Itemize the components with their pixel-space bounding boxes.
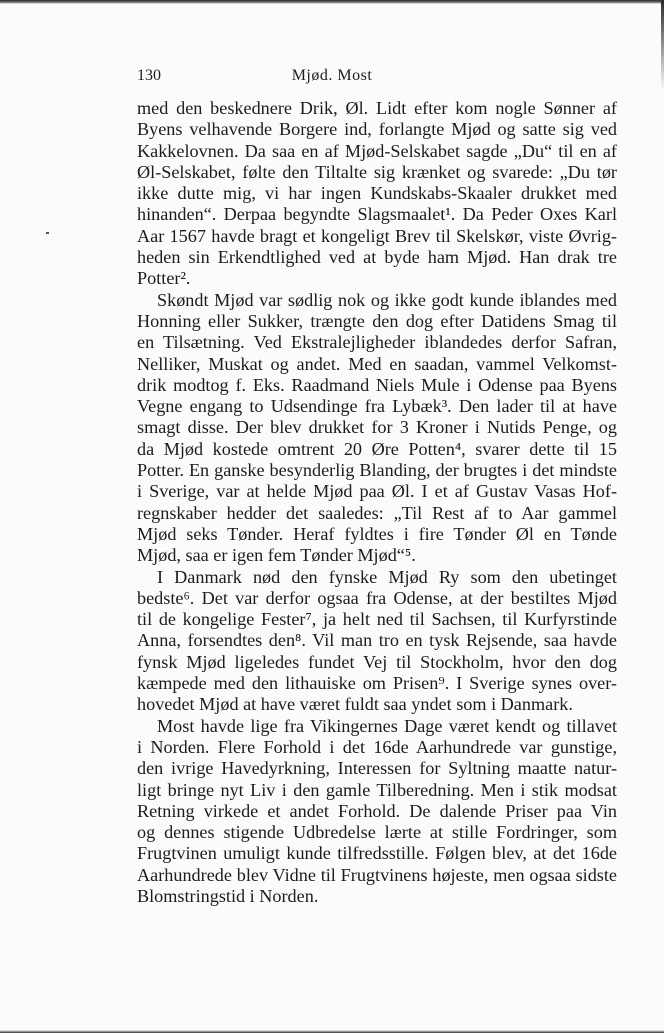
text-line: Potter².: [137, 268, 191, 289]
text-line: og dennes stigende Udbredelse lærte at stille Fordringer, som: [137, 822, 617, 843]
text-line: Aarhundrede blev Vidne til Frugtvinens højeste, men ogsaa sidste: [137, 864, 617, 885]
text-line: smagt disse. Der blev drukket for 3 Kroner i Nutids Penge, og: [137, 417, 617, 438]
text-line: Vegne engang to Udsendinge fra Lybæk³. Den lader til at have: [137, 396, 617, 417]
text-line: Frugtvinen umuligt kunde tilfredsstille. Følgen blev, at det 16de: [137, 843, 617, 864]
margin-speck: [46, 232, 49, 234]
paragraph: [137, 290, 617, 567]
text-line: med den beskednere Drik, Øl. Lidt efter kom nogle Sønner af: [137, 98, 617, 118]
text-line: Honning eller Sukker, trængte den dog efter Datidens Smag til: [137, 310, 617, 331]
text-line: Most havde lige fra Vikingernes Dage været kendt og tillavet: [157, 715, 617, 736]
text-line: Byens velhavende Borgere ind, forlangte Mjød og satte sig ved: [137, 119, 617, 140]
text-line: Mjød seks Tønder. Heraf fyldtes i fire Tønder Øl en Tønde: [137, 523, 617, 544]
text-line: hovedet Mjød at have været fuldt saa yndet som i Danmark.: [137, 694, 573, 715]
text-line: Nelliker, Muskat og andet. Med en saadan, vammel Velkomst-: [137, 353, 617, 374]
text-line: Mjød, saa er igen fem Tønder Mjød“⁵.: [137, 545, 416, 566]
text-line: den ivrige Havedyrkning, Interessen for Syltning maatte natur-: [137, 758, 617, 779]
text-line: bedste⁶. Det var derfor ogsaa fra Odense, at der bestiltes Mjød: [137, 587, 617, 608]
body-text: [137, 98, 617, 907]
text-line: hinanden“. Derpaa begyndte Slagsmaalet¹. Da Peder Oxes Karl: [137, 204, 617, 225]
paragraph: [137, 98, 617, 290]
text-line: Kakkelovnen. Da saa en af Mjød-Selskabet sagde „Du“ til en af: [137, 140, 617, 161]
text-line: i Norden. Flere Forhold i det 16de Aarhundrede var gunstige,: [137, 736, 617, 757]
text-line: heden sin Erkendtlighed ved at byde ham Mjød. Han drak tre: [137, 247, 617, 268]
paragraph: [137, 567, 617, 716]
text-line: drik modtog f. Eks. Raadmand Niels Mule i Odense paa Byens: [137, 374, 617, 395]
running-title: Mjød. Most: [291, 67, 373, 84]
text-line: Skøndt Mjød var sødlig nok og ikke godt kunde iblandes med: [157, 289, 617, 310]
text-line: en Tilsætning. Ved Ekstralejligheder iblandedes derfor Safran,: [137, 332, 617, 353]
text-line: ligt bringe nyt Liv i den gamle Tilberedning. Men i stik modsat: [137, 779, 617, 800]
text-line: i Sverige, var at helde Mjød paa Øl. I et af Gustav Vasas Hof-: [137, 481, 617, 502]
text-line: fynsk Mjød ligeledes fundet Vej til Stockholm, hvor den dog: [137, 651, 617, 672]
page-top-shadow: [0, 0, 664, 4]
text-line: Anna, forsendtes den⁸. Vil man tro en tysk Rejsende, saa havde: [137, 630, 617, 651]
page-number: 130: [137, 67, 161, 84]
text-line: Aar 1567 havde bragt et kongeligt Brev til Skelskør, viste Øvrig-: [137, 225, 617, 246]
text-line: da Mjød kostede omtrent 20 Øre Potten⁴, svarer dette til 15: [137, 438, 617, 459]
text-line: Retning virkede et andet Forhold. De dalende Priser paa Vin: [137, 800, 617, 821]
text-line: ikke dutte mig, vi har ingen Kundskabs-Skaaler drukket med: [137, 183, 617, 204]
paragraph: [137, 716, 617, 908]
text-line: til de kongelige Fester⁷, ja helt ned til Sachsen, til Kurfyrstinde: [137, 609, 617, 630]
text-line: Øl-Selskabet, følte den Tiltalte sig krænket og svarede: „Du tør: [137, 161, 617, 182]
text-line: I Danmark nød den fynske Mjød Ry som den ubetinget: [157, 566, 617, 587]
text-line: regnskaber hedder det saaledes: „Til Rest af to Aar gammel: [137, 502, 617, 523]
text-line: Blomstringstid i Norden.: [137, 885, 319, 906]
text-line: kæmpede med den lithauiske om Prisen⁹. I Sverige synes over-: [137, 673, 617, 694]
text-line: Potter. En ganske besynderlig Blanding, der brugtes i det mindste: [137, 460, 617, 481]
